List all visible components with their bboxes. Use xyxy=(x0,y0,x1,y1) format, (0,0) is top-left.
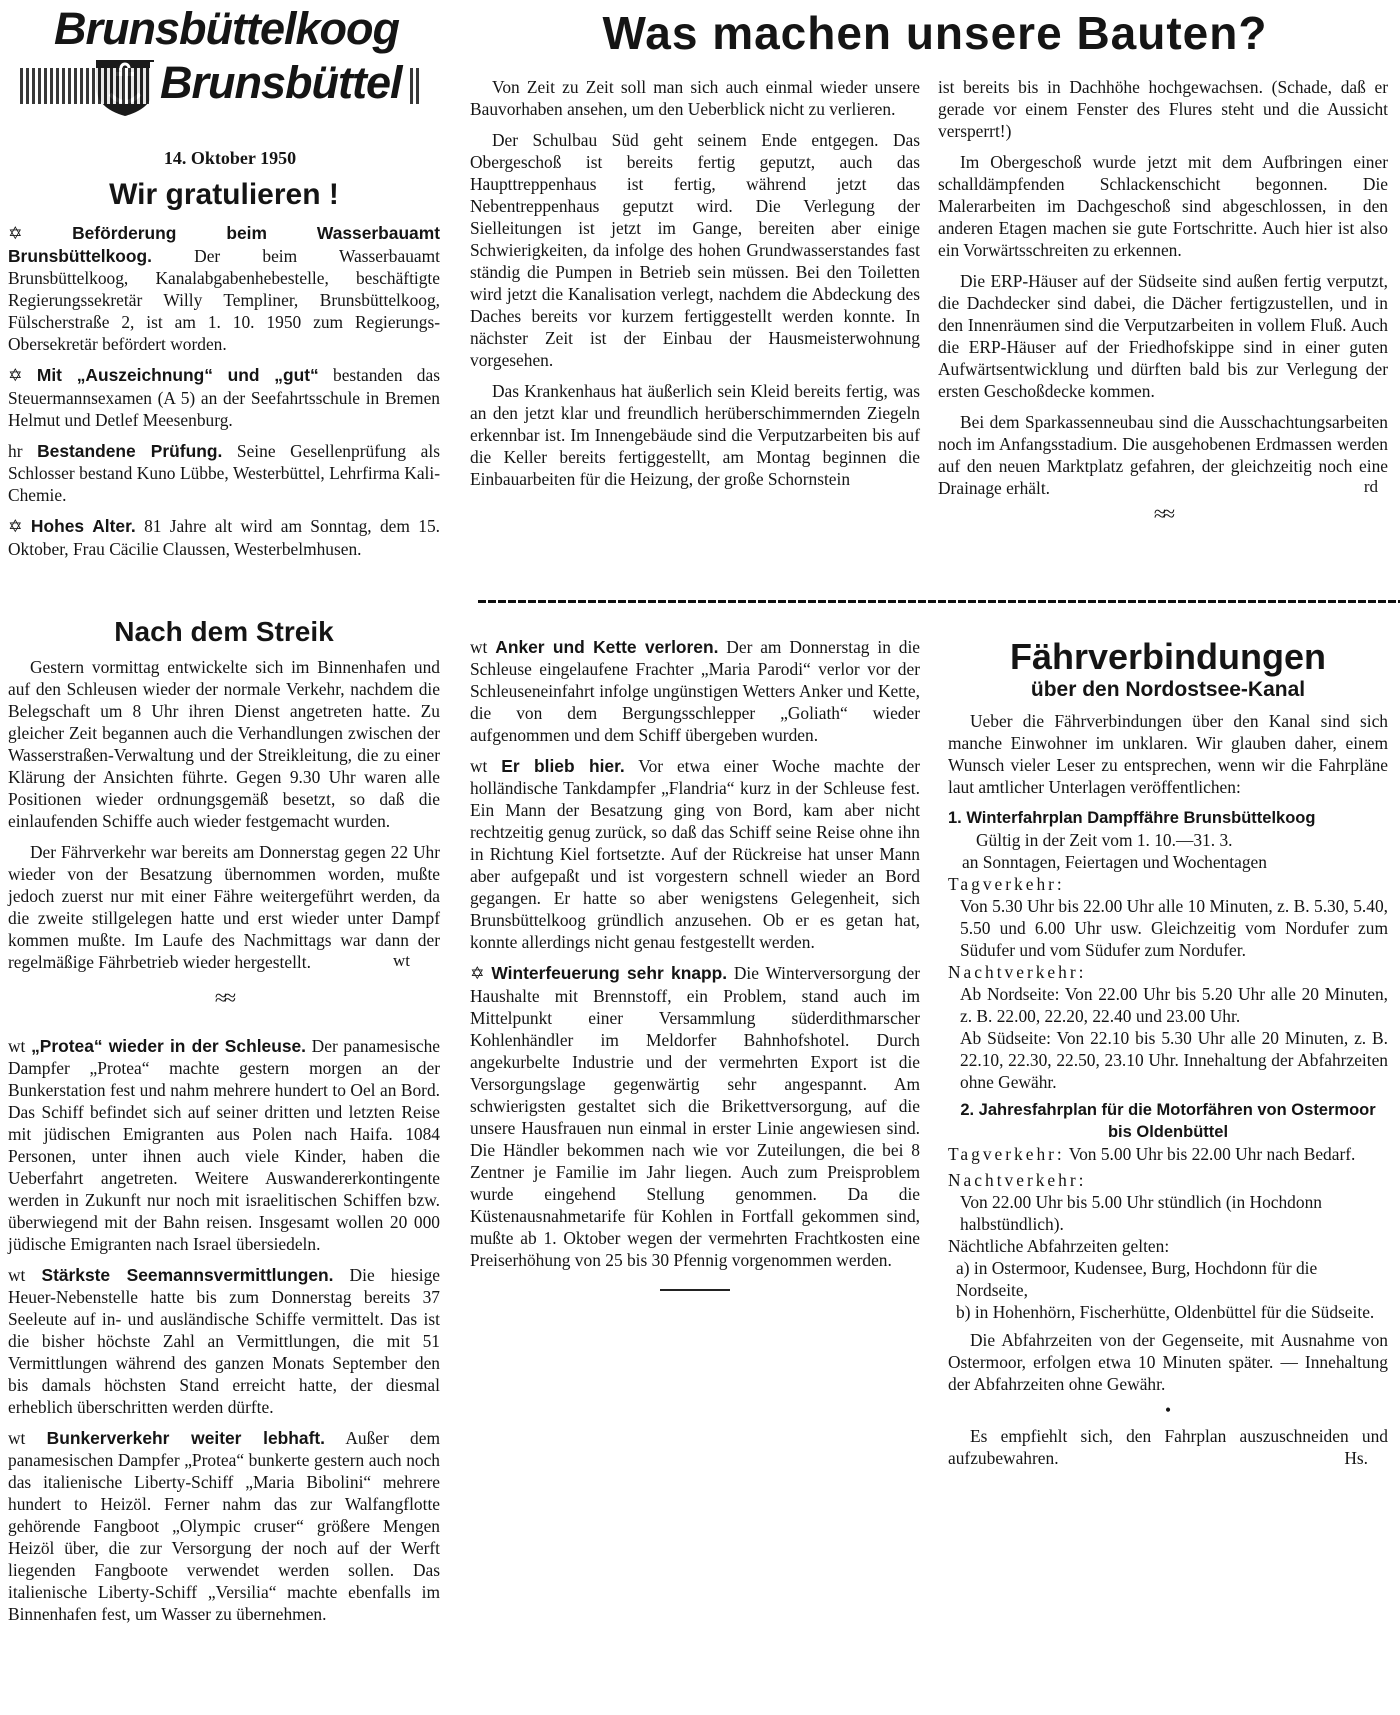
hafen-item: wt Stärkste Seemannsvermittlungen. Die hiesige Heuer-Nebenstelle hatte bis zum Donnerstag bereits 37 Seeleute auf in- und ausländische Schiffe vermittelt. Das ist die bisher höchste Zahl an Vermittlungen, die mit 51 Vermittlungen während des ganzen Monats September den bis damals höchsten Stand erreicht hatte, der diesmal erheblich überschritten werden dürfte. xyxy=(8,1265,440,1417)
star-icon: ✡ xyxy=(8,366,23,386)
faehre-subtitle: über den Nordostsee-Kanal xyxy=(1030,678,1306,701)
masthead xyxy=(20,4,420,114)
star-icon: ✡ xyxy=(8,517,23,537)
hafen-item: wt Er blieb hier. Vor etwa einer Woche machte der holländische Tankdampfer „Flandria“ kurz in der Schleuse fest. Ein Mann der Besatzung ging von Bord, kam aber nicht rechtzeitig genug zurück, so daß das Schiff seine Reise ohne ihn in Richtung Kiel fortsetzte. Auf der Rückreise hat unser Mann aber aufgepaßt und ist vorgestern schnell wieder an Bord gegangen. Er hatte so aber wenigstens Gelegenheit, sich Brunsbüttelkoog gründlich anzusehen. Ob er es getan hat, konnte allerdings nicht genau festgestellt werden. xyxy=(470,756,920,952)
streik-signature: wt xyxy=(393,951,410,970)
faehre-title: Fährverbindungen xyxy=(1009,636,1327,677)
section-divider xyxy=(478,600,1400,603)
gratulieren-item: ✡ Hohes Alter. 81 Jahre alt wird am Sonntag, dem 15. Oktober, Frau Cäcilie Claussen, Westerbelmhusen. xyxy=(8,516,440,559)
hafen-item: ✡ Winterfeuerung sehr knapp. Die Winterversorgung der Haushalte mit Brennstoff, ein Problem, stand auch im Mittelpunkt einer Versammlung süderdithmarscher Kohlenhändler im Meldorfer Bahnhofshotel. Durch angekurbelte Industrie und der vermehrten Export ist die Versorgungslage gegenwärtig sehr angespannt. Am schwierigsten gestaltet sich die Brikettversorgung, auf die unsere Hausfrauen nun einmal in erster Linie angewiesen sind. Die Händler bekommen nach wie vor Zuteilungen, die bei 8 Zentner je Familie im Jahr liegen. Auch zum Preisproblem wurde eingehend Stellung genommen. Da die Küstenausnahmetarife für Kohlen in Fortfall gekommen sind, mußte ab 1. Oktober wegen der vermehrten Frachtkosten eine Preiserhöhung von 25 bis 30 Pfennig vorgenommen werden. xyxy=(470,963,920,1270)
hafen-col2 xyxy=(470,636,920,1291)
hafen-item: wt Anker und Kette verloren. Der am Donnerstag in die Schleuse eingelaufene Frachter „Maria Parodi“ verlor vor der Schleuseneinfahrt infolge ungünstigen Wetters Anker und Kette, die von dem Bergungsschlepper „Goliath“ wieder aufgenommen und dem Schiff übergeben wurden. xyxy=(470,637,920,745)
star-icon: ✡ xyxy=(470,964,485,984)
streik-section: Nach dem Streik Gestern vormittag entwickelte sich im Binnenhafen und auf den Schleusen wieder der normale Verkehr, nachdem die Belegschaft um 8 Uhr ihren Dienst angetreten hatte. Zu gleicher Zeit begannen auch die Verhandlungen zwischen der Wasserstraßen-Verwaltung und der Streikleitung, die zu einer Klärung der Ansichten führte. Gegen 9.30 Uhr waren alle Positionen wieder ordnungsgemäß besetzt, so daß die einlaufenden Schiffe auch wieder festgemacht wurden. Der Fährverkehr war bereits am Donnerstag gegen 22 Uhr wieder von der Besatzung übernommen worden, mußte jedoch zuerst nur mit einer Fähre weitergeführt werden, da die zweite stillgelegen hatte und erst wieder unter Dampf kommen mußte. Im Laufe des Nachmittags war dann der regelmäßige Fährbetrieb wieder hergestellt. wt ≈≈ wt „Protea“ wieder in der Schleuse. Der panamesische Dampfer „Protea“ machte gestern morgen an der Bunkerstation fest und nahm mehrere hundert to Oel an Bord. Das Schiff befindet sich auf seiner dritten und letzten Reise mit jüdischen Emigranten aus Polen nach Haifa. 1084 Personen, unter ihnen auch viele Kinder, haben die Ueberfahrt angetreten. Weitere Auswandererkontingente werden in Zukunft nur noch mit israelitischen Schiffen bzw. überwiegend mit der Bahn reisen. Insgesamt wollen 20 000 jüdische Emigranten nach Israel übersiedeln. wt Stärkste Seemannsvermittlungen. Die hiesige Heuer-Nebenstelle hatte bis zum Donnerstag bereits 37 Seeleute auf in- und ausländische Schiffe vermittelt. Das ist die bisher höchste Zahl an Vermittlungen, die mit 51 Vermittlungen während des ganzen Monats September den bis damals höchsten Stand erreicht hatte, der diesmal erheblich überschritten werden dürfte. wt Bunkerverkehr weiter lebhaft. Außer dem panamesischen Dampfer „Protea“ bunkerte gestern auch noch das italienische Liberty-Schiff „Maria Bibolini“ mehrere hundert to Heizöl. Ferner nahm das zur Walfangflotte gehörende Fangboot „Olympic cruser“ größere Mengen Heizöl über, die zur Versorgung der noch auf der Werft liegenden Fangboote verwendet werden sollen. Das italienische Liberty-Schiff „Versilia“ machte ebenfalls im Binnenhafen fest, um Wasser zu übernehmen. xyxy=(8,616,440,1624)
gratulieren-item: ✡ Beförderung beim Wasserbauamt Brunsbüttelkoog. Der beim Wasserbauamt Brunsbüttelkoog, Kanalabgabenhebestelle, beschäftigte Regierungssekretär Willy Templiner, Brunsbüttelkoog, Fülscherstraße 2, ist am 1. 10. 1950 zum Regierungs-Obersekretär befördert worden. xyxy=(8,223,440,354)
gratulieren-item: hr Bestandene Prüfung. Seine Gesellenprüfung als Schlosser bestand Kuno Lübbe, Westerbüttel, Lehrfirma Kali-Chemie. xyxy=(8,441,440,505)
faehre-signature: Hs. xyxy=(1344,1448,1368,1468)
issue-date: 14. Oktober 1950 xyxy=(163,148,297,168)
faehre-section: Fährverbindungen über den Nordostsee-Kanal Ueber die Fährverbindungen über den Kanal sind sich manche Einwohner im unklaren. Wir glauben daher, einem Wunsch vieler Leser zu entsprechen, wenn wir die Fahrpläne laut amtlicher Unterlagen veröffentlichen: 1. Winterfahrplan Dampffähre Brunsbüttelkoog Gültig in der Zeit vom 1. 10.—31. 3. an Sonntagen, Feiertagen und Wochentagen Tagverkehr: Von 5.30 Uhr bis 22.00 Uhr alle 10 Minuten, z. B. 5.30, 5.40, 5.50 und 6.00 Uhr usw. Gleichzeitig vom Nordufer zum Südufer und vom Südufer zum Nordufer. Nachtverkehr: Ab Nordseite: Von 22.00 Uhr bis 5.20 Uhr alle 20 Minuten, z. B. 22.00, 22.20, 22.40 und 23.00 Uhr. Ab Südseite: Von 22.10 bis 5.30 Uhr alle 20 Minuten, z. B. 22.10, 22.30, 22.50, 23.10 Uhr. Innehaltung der Abfahrzeiten ohne Gewähr. 2. Jahresfahrplan für die Motorfähren von Ostermoor bis Oldenbüttel Tagverkehr: Von 5.00 Uhr bis 22.00 Uhr nach Bedarf. Nachtverkehr: Von 22.00 Uhr bis 5.00 Uhr stündlich (in Hochdonn halbstündlich). Nächtliche Abfahrzeiten gelten: a) in Ostermoor, Kudensee, Burg, Hochdonn für die Nordseite, b) in Hohenhörn, Fischerhütte, Oldenbüttel für die Südseite. Die Abfahrzeiten von der Gegenseite, mit Ausnahme von Ostermoor, erfolgen etwa 10 Minuten später. — Innehaltung der Abfahrzeiten ohne Gewähr. • Es empfiehlt sich, den Fahrplan auszuschneiden und aufzubewahren. Hs. xyxy=(948,636,1388,1468)
masthead-line1: Brunsbüttelkoog xyxy=(54,3,399,54)
masthead-line2: Brunsbüttel xyxy=(160,57,402,108)
bauten-col1: Von Zeit zu Zeit soll man sich auch einmal wieder unsere Bauvorhaben ansehen, um den Ueberblick nicht zu verlieren. Der Schulbau Süd geht seinem Ende entgegen. Das Obergeschoß ist bereits fertig geputzt, auch das Haupttreppenhaus ist fertig, während jetzt das Nebentreppenhaus geputzt wird. Die Verlegung der Sielleitungen ist jetzt im Gange, bereiten aber einige Schwierigkeiten, da infolge des hohen Grundwasserstandes fast ständig die Pumpen in Betrieb sein müssen. Bei den Toiletten wird jetzt die Kanalisation verlegt, nachdem die Abdeckung des Daches bereits vor kurzem fertiggestellt werden konnte. In nächster Zeit ist der Einbau der Hausmeisterwohnung vorgesehen. Das Krankenhaus hat äußerlich sein Kleid bereits fertig, was an den jetzt klar und freundlich herüberschimmernden Ziegeln erkennbar ist. Im Innengebäude sind die Verputzarbeiten bis auf die Keller bereits fertiggestellt, am Montag beginnen die Einbauarbeiten für die Heizung, der große Schornstein xyxy=(470,77,920,489)
ornament: ≈≈ xyxy=(214,985,234,1010)
gratulieren-section xyxy=(8,178,440,569)
bauten-title: Was machen unsere Bauten? xyxy=(602,7,1268,59)
star-icon: ✡ xyxy=(8,224,23,244)
bullet-icon: • xyxy=(1164,1400,1172,1420)
bauten-signature: rd xyxy=(1363,477,1378,496)
gratulieren-title: Wir gratulieren ! xyxy=(109,178,339,211)
bauten-col2: ist bereits bis in Dachhöhe hochgewachsen. (Schade, daß er gerade vor einem Fenster des Flures steht und die Aussicht versperrt!) Im Obergeschoß wurde jetzt mit dem Aufbringen einer schalldämpfenden Schlackenschicht begonnen. Die Malerarbeiten im Dachgeschoß sind abgeschlossen, in den anderen Etagen machen sie gute Fortschritte. Auch hier ist also ein Vorwärtsschreiten zu erkennen. Die ERP-Häuser auf der Südseite sind außen fertig verputzt, die Dachdecker sind dabei, die Dächer fertigzustellen, und in den Innenräumen sind die Verputzarbeiten in vollem Fluß. Auch die ERP-Häuser auf der Friedhofskippe sind in einer guten Aufwärtsentwicklung und dürften bald bis zur Verlegung der ersten Geschoßdecke kommen. Bei dem Sparkassenneubau sind die Ausschachtungsarbeiten noch im Anfangsstadium. Die ausgehobenen Erdmassen werden auf den neuen Marktplatz gefahren, der gleichzeitig noch eine Drainage erhält. rd ≈≈ xyxy=(938,77,1388,526)
end-rule xyxy=(660,1289,730,1291)
hafen-item: wt „Protea“ wieder in der Schleuse. Der panamesische Dampfer „Protea“ machte gestern morgen an der Bunkerstation fest und nahm mehrere hundert to Oel an Bord. Das Schiff befindet sich auf seiner dritten und letzten Reise mit jüdischen Emigranten aus Polen nach Haifa. 1084 Personen, unter ihnen auch viele Kinder, haben die Ueberfahrt angetreten. Weitere Auswandererkontingente werden in Zukunft nur noch mit israelitischen Schiffen bzw. überwiegend mit der Bahn reisen. Insgesamt wollen 20 000 jüdische Emigranten nach Israel übersiedeln. xyxy=(8,1036,440,1254)
hafen-item: wt Bunkerverkehr weiter lebhaft. Außer dem panamesischen Dampfer „Protea“ bunkerte gestern auch noch das italienische Liberty-Schiff „Maria Bibolini“ mehrere hundert to Heizöl. Ferner nahm das zur Walfangflotte gehörende Fangboot „Olympic cruser“ größere Mengen Heizöl über, die zur Versorgung der noch auf der Werft liegenden Fangboote verwendet werden sollen. Das italienische Liberty-Schiff „Versilia“ machte ebenfalls im Binnenhafen fest, um Wasser zu übernehmen. xyxy=(8,1428,440,1624)
gratulieren-item: ✡ Mit „Auszeichnung“ und „gut“ bestanden das Steuermannsexamen (A 5) an der Seefahrtsschule in Bremen Helmut und Detlef Meesenburg. xyxy=(8,365,440,430)
ornament: ≈≈ xyxy=(1153,501,1173,526)
streik-title: Nach dem Streik xyxy=(114,616,334,647)
faehre-schedule: 1. Winterfahrplan Dampffähre Brunsbüttelkoog Gültig in der Zeit vom 1. 10.—31. 3. an Sonntagen, Feiertagen und Wochentagen Tagverkehr: Von 5.30 Uhr bis 22.00 Uhr alle 10 Minuten, z. B. 5.30, 5.40, 5.50 und 6.00 Uhr usw. Gleichzeitig vom Nordufer zum Südufer und vom Südufer zum Nordufer. Nachtverkehr: Ab Nordseite: Von 22.00 Uhr bis 5.20 Uhr alle 20 Minuten, z. B. 22.00, 22.20, 22.40 und 23.00 Uhr. Ab Südseite: Von 22.10 bis 5.30 Uhr alle 20 Minuten, z. B. 22.10, 22.30, 22.50, 23.10 Uhr. Innehaltung der Abfahrzeiten ohne Gewähr. 2. Jahresfahrplan für die Motorfähren von Ostermoor bis Oldenbüttel Tagverkehr: Von 5.00 Uhr bis 22.00 Uhr nach Bedarf. Nachtverkehr: Von 22.00 Uhr bis 5.00 Uhr stündlich (in Hochdonn halbstündlich). Nächtliche Abfahrzeiten gelten: a) in Ostermoor, Kudensee, Burg, Hochdonn für die Nordseite, b) in Hohenhörn, Fischerhütte, Oldenbüttel für die Südseite. Die Abfahrzeiten von der Gegenseite, mit Ausnahme von Ostermoor, erfolgen etwa 10 Minuten später. — Innehaltung der Abfahrzeiten ohne Gewähr. • Es empfiehlt sich, den Fahrplan auszuschneiden und aufzubewahren. Hs. xyxy=(948,809,1388,1468)
